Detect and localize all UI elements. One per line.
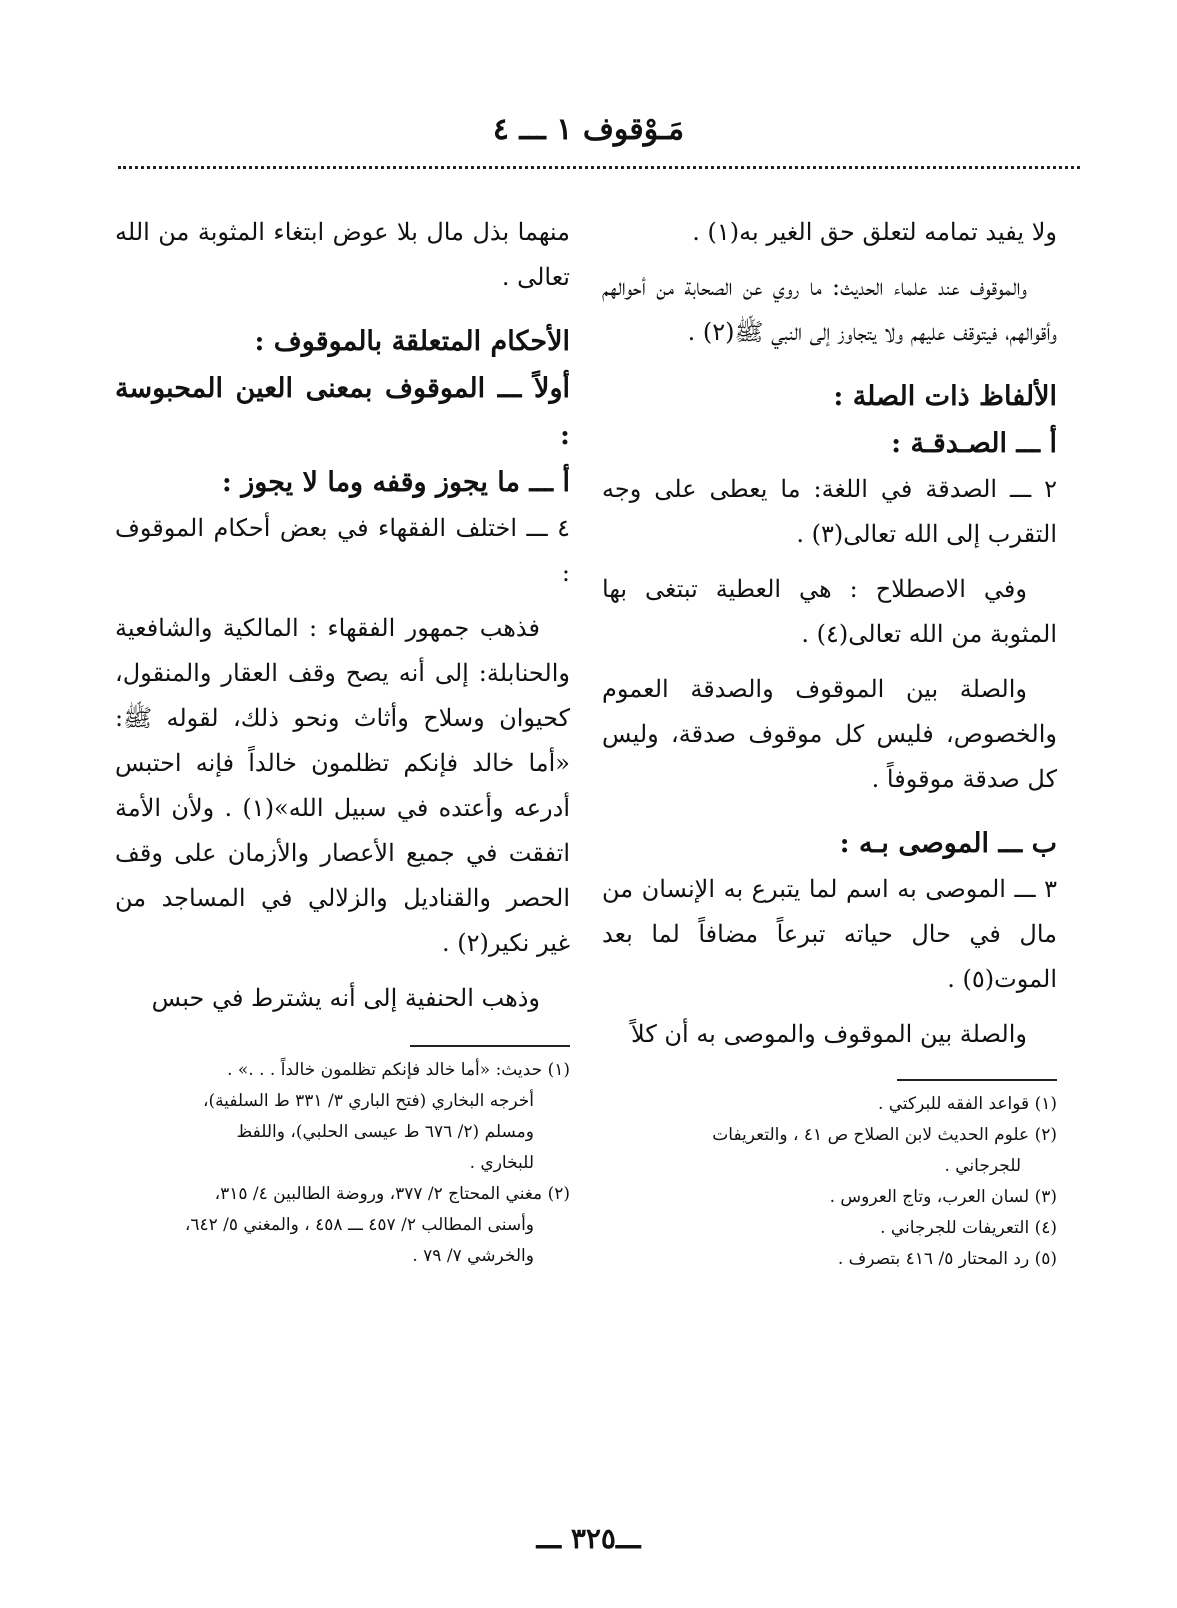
footnote-continuation: والخرشي ٧/ ٧٩ .	[412, 1246, 534, 1266]
footnote: (٢) علوم الحديث لابن الصلاح ص ٤١ ، والتعريفات	[712, 1125, 1057, 1145]
paragraph: منهما بذل مال بلا عوض ابتغاء المثوبة من الله تعالى .	[115, 218, 570, 291]
footnote: (١) قواعد الفقه للبركتي .	[877, 1094, 1057, 1114]
footnote-continuation: للبخاري .	[469, 1153, 534, 1173]
footnote: (٤) التعريفات للجرجاني .	[880, 1218, 1057, 1238]
page-number: ـــ٣٢٥ ـــ	[536, 1522, 641, 1555]
paragraph: ٢ ـــ الصدقة في اللغة: ما يعطى على وجه التقرب إلى الله تعالى(٣) .	[602, 475, 1057, 548]
paragraph: والصلة بين الموقوف والموصى به أن كلاً	[631, 1020, 1027, 1048]
paragraph: وفي الاصطلاح : هي العطية تبتغى بها المثوبة من الله تعالى(٤) .	[602, 575, 1057, 648]
footnote: (١) حديث: «أما خالد فإنكم تظلمون خالداً . . .» .	[227, 1060, 570, 1080]
subsection-heading: أ ـــ ما يجوز وقفه وما لا يجوز :	[221, 467, 570, 498]
subsection-heading: ب ـــ الموصى بـه :	[839, 828, 1057, 859]
left-column	[115, 210, 570, 1272]
footnote-continuation: ومسلم (٢/ ٦٧٦ ط عيسى الحلبي)، واللفظ	[236, 1122, 534, 1142]
section-heading: الأحكام المتعلقة بالموقوف :	[254, 326, 570, 357]
paragraph: ٣ ـــ الموصى به اسم لما يتبرع به الإنسان من مال في حال حياته تبرعاً مضافاً لما بعد الموت(٥) .	[602, 875, 1057, 993]
right-column	[602, 210, 1057, 1275]
subsection-heading: أولاً ـــ الموقوف بمعنى العين المحبوسة :	[115, 373, 570, 451]
header-dotted-rule	[118, 166, 1080, 169]
footnote-continuation: أخرجه البخاري (فتح الباري ٣/ ٣٣١ ط السلفية)،	[202, 1091, 534, 1111]
footnote: (٥) رد المحتار ٥/ ٤١٦ بتصرف .	[837, 1249, 1057, 1269]
paragraph: وذهب الحنفية إلى أنه يشترط في حبس	[151, 984, 540, 1012]
footnote-rule	[897, 1079, 1057, 1081]
subsection-heading: أ ـــ الصـدقـة :	[891, 428, 1057, 459]
footnote-continuation: للجرجاني .	[944, 1156, 1021, 1176]
footnote: (٣) لسان العرب، وتاج العروس .	[829, 1187, 1057, 1207]
paragraph: والموقوف عند علماء الحديث: ما روي عن الصحابة من أحوالهم وأقوالهم، فيتوقف عليهم ولا يتجاوز إلى النبي ﷺ(٢) .	[602, 273, 1057, 346]
footnote-continuation: وأسنى المطالب ٢/ ٤٥٧ ـــ ٤٥٨ ، والمغني ٥/ ٦٤٢،	[184, 1215, 534, 1235]
footnote-rule	[410, 1045, 570, 1047]
paragraph: والصلة بين الموقوف والصدقة العموم والخصوص، فليس كل موقوف صدقة، وليس كل صدقة موقوفاً .	[602, 675, 1057, 793]
footnote: (٢) مغني المحتاج ٢/ ٣٧٧، وروضة الطالبين ٤/ ٣١٥،	[214, 1184, 570, 1204]
paragraph: فذهب جمهور الفقهاء : المالكية والشافعية والحنابلة: إلى أنه يصح وقف العقار والمنقول، كحيوان وسلاح وأثاث ونحو ذلك، لقوله ﷺ: «أما خالد فإنكم تظلمون خالداً فإنه احتبس أدرعه وأعتده في سبيل الله»(١) . ولأن الأمة اتفقت في جميع الأعصار والأزمان على وقف الحصر والقناديل والزلالي في المساجد من غير نكير(٢) .	[115, 614, 570, 957]
paragraph: ٤ ـــ اختلف الفقهاء في بعض أحكام الموقوف :	[115, 514, 570, 587]
paragraph: ولا يفيد تمامه لتعلق حق الغير به(١) .	[692, 218, 1057, 246]
section-heading: الألفاظ ذات الصلة :	[833, 381, 1057, 412]
running-header: مَـوْقوف ١ ـــ ٤	[492, 112, 685, 147]
